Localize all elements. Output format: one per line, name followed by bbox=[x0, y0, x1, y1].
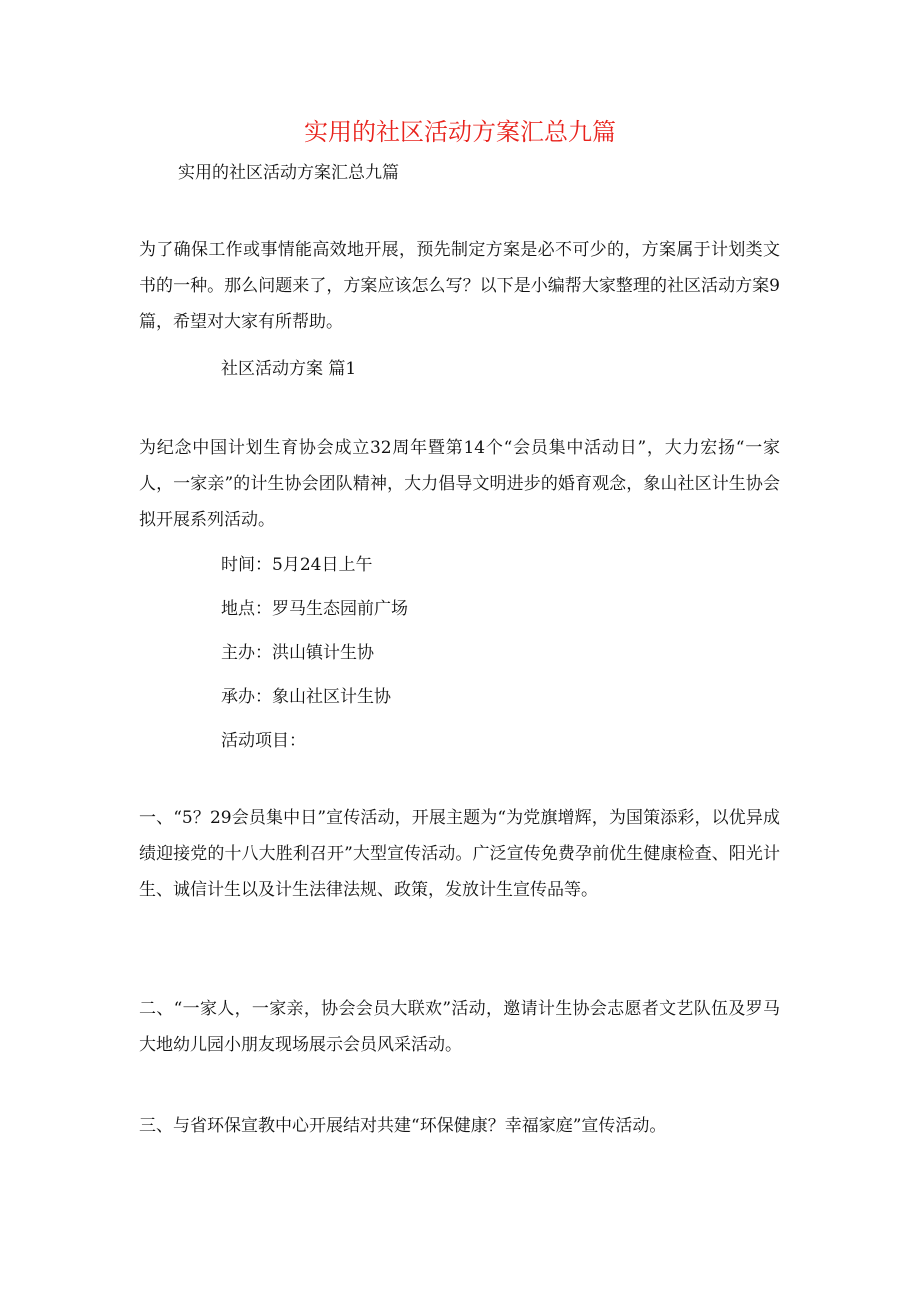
section-intro-paragraph: 为纪念中国计划生育协会成立32周年暨第14个“会员集中活动日”，大力宏扬“一家人，一家亲”的计生协会团队精神，大力倡导文明进步的婚育观念，象山社区计生协会拟开展系列活动。 bbox=[139, 438, 780, 530]
activity-item-3: 三、与省环保宣教中心开展结对共建“环保健康？幸福家庭”宣传活动。 bbox=[139, 1116, 667, 1136]
document-title: 实用的社区活动方案汇总九篇 bbox=[304, 118, 616, 146]
activity-item-2: 二、“一家人，一家亲，协会会员大联欢”活动，邀请计生协会志愿者文艺队伍及罗马大地幼儿园小朋友现场展示会员风采活动。 bbox=[139, 999, 780, 1055]
event-items-label: 活动项目： bbox=[221, 731, 306, 751]
intro-paragraph: 为了确保工作或事情能高效地开展，预先制定方案是必不可少的，方案属于计划类文书的一种。那么问题来了，方案应该怎么写？以下是小编帮大家整理的社区活动方案9篇，希望对大家有所帮助。 bbox=[139, 240, 780, 332]
event-place: 地点：罗马生态园前广场 bbox=[221, 599, 408, 619]
document-subtitle: 实用的社区活动方案汇总九篇 bbox=[178, 163, 399, 183]
event-host: 主办：洪山镇计生协 bbox=[221, 643, 374, 663]
event-organizer: 承办：象山社区计生协 bbox=[221, 687, 391, 707]
event-time: 时间：5月24日上午 bbox=[221, 555, 373, 575]
section-heading: 社区活动方案 篇1 bbox=[221, 359, 357, 379]
activity-item-1: 一、“5？29会员集中日”宣传活动，开展主题为“为党旗增辉，为国策添彩，以优异成绩迎接党的十八大胜利召开”大型宣传活动。广泛宣传免费孕前优生健康检查、阳光计生、诚信计生以及计生法律法规、政策，发放计生宣传品等。 bbox=[139, 808, 780, 900]
